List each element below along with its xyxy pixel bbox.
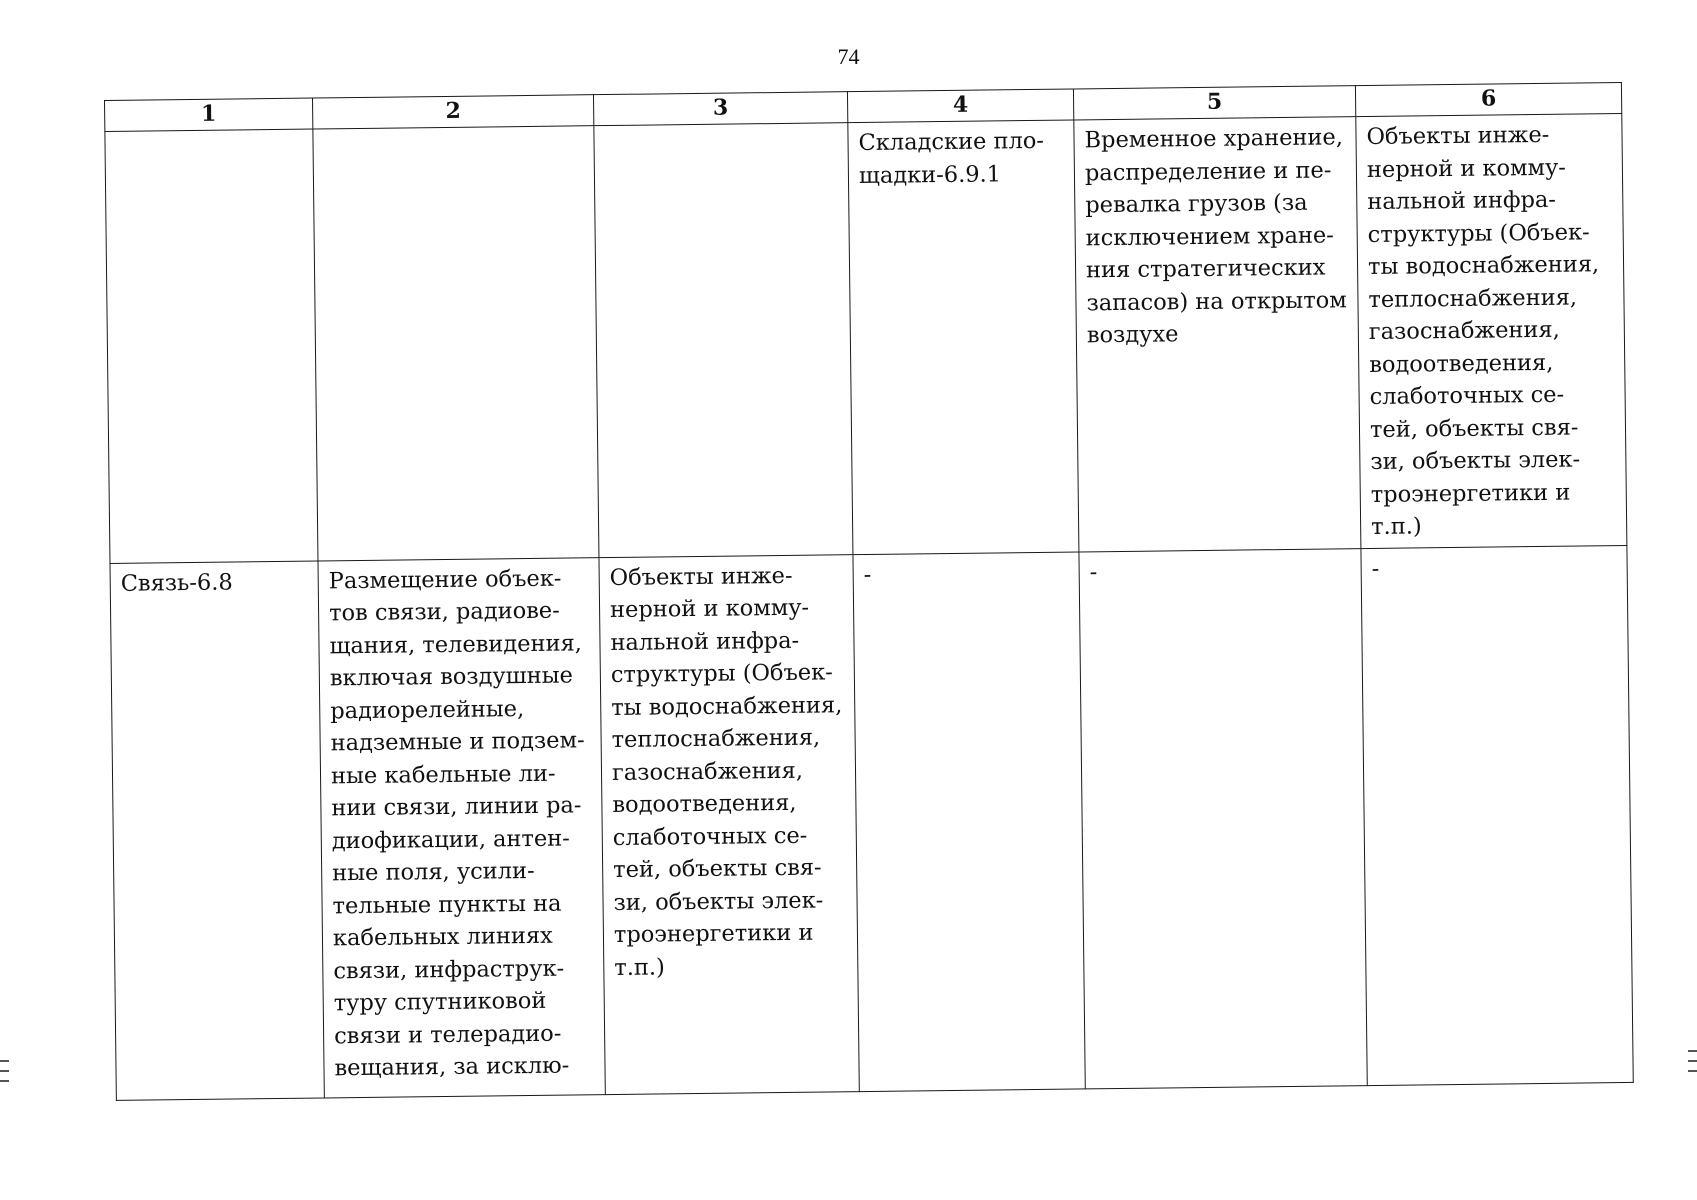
column-header-1: 1: [105, 98, 313, 131]
cell-conditional-auxiliary-objects: -: [1361, 545, 1633, 1085]
column-header-5: 5: [1073, 86, 1355, 120]
column-header-4: 4: [847, 89, 1073, 123]
cell-use-description: [313, 126, 599, 561]
column-header-2: 2: [312, 95, 593, 129]
table-row: [110, 545, 1633, 1100]
column-header-6: 6: [1355, 82, 1621, 116]
page-number: 74: [837, 44, 860, 69]
cell-conditional-use-type: -: [853, 551, 1085, 1091]
cell-conditional-use-description: Временное хранение, распределение и пе- ревалка грузов (за исключением хране- ния стратегических запасов) на открытом воздухе: [1074, 117, 1361, 552]
cell-use-type: Связь-6.8: [110, 560, 324, 1099]
cell-conditional-use-type: Складские пло- щадки-6.9.1: [848, 120, 1079, 554]
table-row: [105, 113, 1627, 562]
cell-auxiliary-objects: [594, 123, 853, 557]
cell-conditional-auxiliary-objects: Объекты инже- нерной и комму- нальной инфра- структуры (Объек- ты водоснабжения, теплоснабжения, газоснабжения, водоотведения, слаботочных се- тей, объекты свя- зи, объекты элек- троэнергетики и т.п.): [1356, 113, 1627, 548]
column-header-3: 3: [593, 92, 847, 126]
scan-edge-mark: [0, 1070, 9, 1072]
scan-edge-mark: [1688, 1050, 1697, 1052]
scan-edge-mark: [0, 1080, 9, 1082]
land-use-table: [104, 82, 1634, 1100]
scan-edge-mark: [1688, 1060, 1697, 1062]
cell-use-description: Размещение объек- тов связи, радиове- щания, телевидения, включая воздушные радиорелейные, надземные и подзем- ные кабельные ли- нии связи, линии ра- диофикации, антен- ные поля, усили- тельные пункты на кабельных линиях связи, инфраструк- туру спутниковой связи и телерадио- вещания, за исклю-: [318, 557, 605, 1097]
cell-use-type: [105, 129, 318, 563]
scan-edge-mark: [0, 1060, 9, 1062]
cell-conditional-use-description: -: [1079, 548, 1367, 1088]
cell-auxiliary-objects: Объекты инже- нерной и комму- нальной инфра- структуры (Объек- ты водоснабжения, теплоснабжения, газоснабжения, водоотведения, слаботочных се- тей, объекты свя- зи, объекты элек- троэнергетики и т.п.): [599, 554, 859, 1094]
scan-edge-mark: [1688, 1070, 1697, 1072]
